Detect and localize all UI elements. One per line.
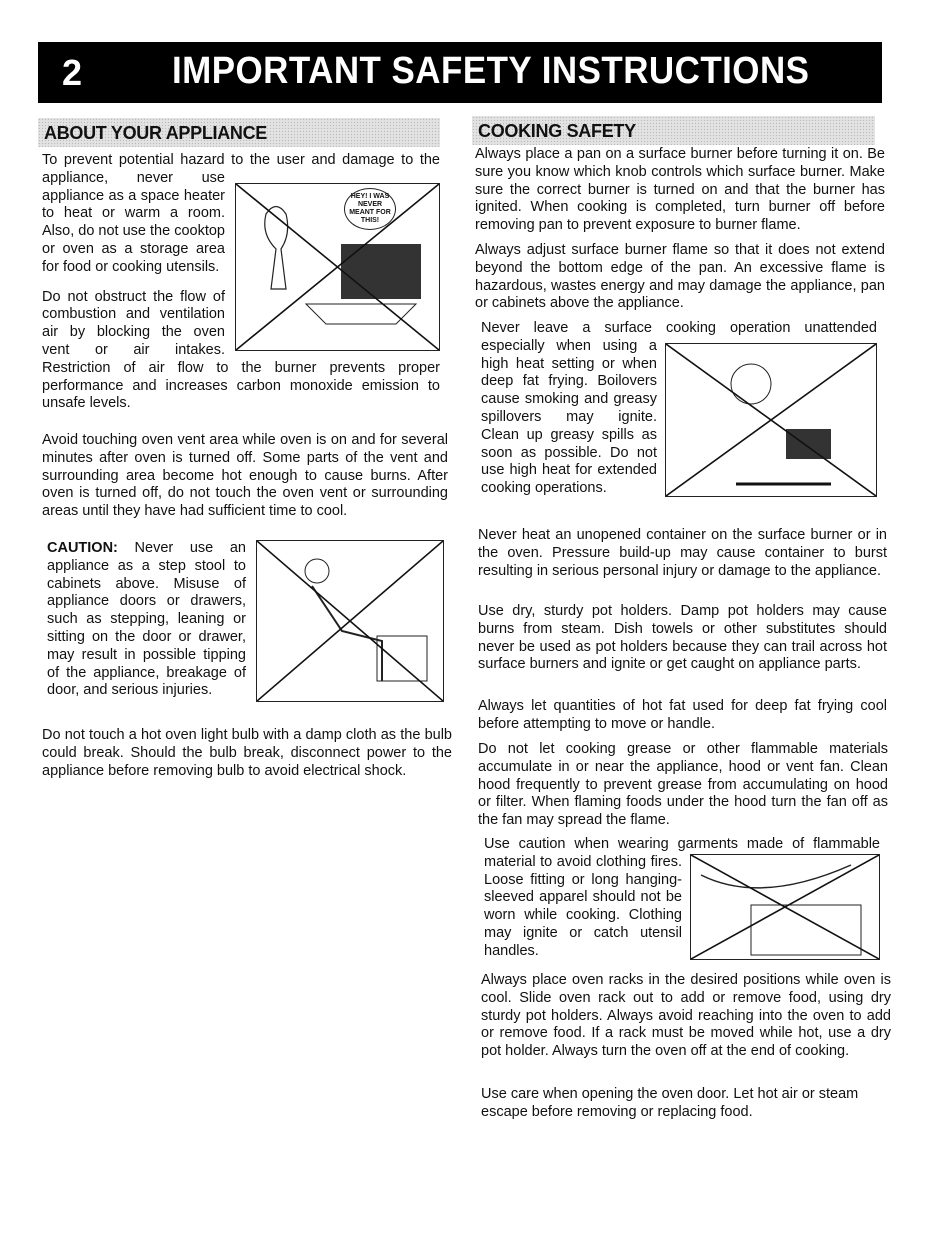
cooking-p6: Always let quantities of hot fat used for deep fat frying cool before attempting to move or handle. [478,698,887,732]
step-stool-illustration [256,540,444,702]
appliance-paragraphs: HEY! I WAS NEVER MEANT FOR THIS! To prevent potential hazard to the user and damage to the appliance, never use appliance as a space heater to heat or warm a room. Also, do not use the cooktop or oven as a storage area for food or cooking utensils. Do not obstruct the flow of combustion and ventilation air by blocking the oven vent or air intakes. Restriction of air flow to the burner prevents proper performance and increases carbon monoxide emission to unsafe levels. [42,152,440,412]
caution-paragraph: CAUTION: Never use an appliance as a step stool to cabinets above. Misuse of appliance doors or drawers, such as stepping, leaning or sitting on the door or drawer, may result in possible tipping of the appliance, breakage of door, and serious injuries. [47,540,444,702]
cooking-p3: Never leave a surface cooking operation unattended especially when using a high heat setting or when deep fat frying. Boilovers cause smoking and greasy spillovers may ignite. Clean up greasy spills as soon as possible. Do not use high heat for extended cooking operations. [481,320,877,497]
page-number: 2 [62,52,83,93]
section-heading-cooking: COOKING SAFETY [472,116,875,145]
oven-vent-paragraph: Avoid touching oven vent area while oven is on and for several minutes after oven is turned off. Some parts of the vent and surrounding area become hot enough to cause burns. After oven is turned off, do not touch the oven vent or surrounding areas until they have had sufficient time to cool. [42,432,448,520]
space-heater-illustration [235,183,440,351]
cooking-p8: Use caution when wearing garments made of flammable material to avoid clothing fires. Loose fitting or long hanging-sleeved apparel should not be worn while cooking. Clothing may ignite or catch utensil handles. [484,836,880,959]
cooking-p9: Always place oven racks in the desired positions while oven is cool. Slide oven rack out to add or remove food, using dry sturdy pot holders. Always avoid reaching into the oven to add or remove food. If a rack must be moved while hot, use a dry pot holder. Always turn the oven off at the end of cooking. [481,972,891,1060]
unattended-cooking-illustration [665,343,877,497]
cooking-p10: Use care when opening the oven door. Let hot air or steam escape before removing or replacing food. [481,1086,859,1120]
cooking-p7: Do not let cooking grease or other flammable materials accumulate in or near the appliance, hood or vent fan. Clean hood frequently to prevent grease from accumulating on hood or filter. When flaming foods under the hood turn the fan off as the fan may spread the flame. [478,741,888,829]
section-heading-about: ABOUT YOUR APPLIANCE [38,118,440,147]
cooking-p5: Use dry, sturdy pot holders. Damp pot holders may cause burns from steam. Dish towels or other substitutes should never be used as pot holders because they can trail across hot surface burners and ignite or get caught on appliance parts. [478,603,887,673]
cooking-p1: Always place a pan on a surface burner before turning it on. Be sure you know which knob controls which surface burner. Make sure the correct burner is turned on and that the burner has ignited. When cooking is completed, turn burner off before removing pan to prevent exposure to burner flame. [475,146,885,234]
cooking-p2: Always adjust surface burner flame so that it does not extend beyond the bottom edge of the pan. An excessive flame is hazardous, wastes energy and may damage the appliance, pan or cabinets above the appliance. [475,242,885,312]
page-header [38,42,882,103]
oven-light-paragraph: Do not touch a hot oven light bulb with a damp cloth as the bulb could break. Should the bulb break, disconnect power to the appliance before removing bulb to avoid electrical shock. [42,727,452,779]
speech-bubble: HEY! I WAS NEVER MEANT FOR THIS! [344,188,396,230]
page-title: IMPORTANT SAFETY INSTRUCTIONS [172,50,810,92]
cooking-p4: Never heat an unopened container on the surface burner or in the oven. Pressure build-up may cause container to burst resulting in serious personal injury or damage to the appliance. [478,527,887,579]
loose-sleeve-illustration [690,854,880,960]
caution-label: CAUTION: [47,540,118,556]
